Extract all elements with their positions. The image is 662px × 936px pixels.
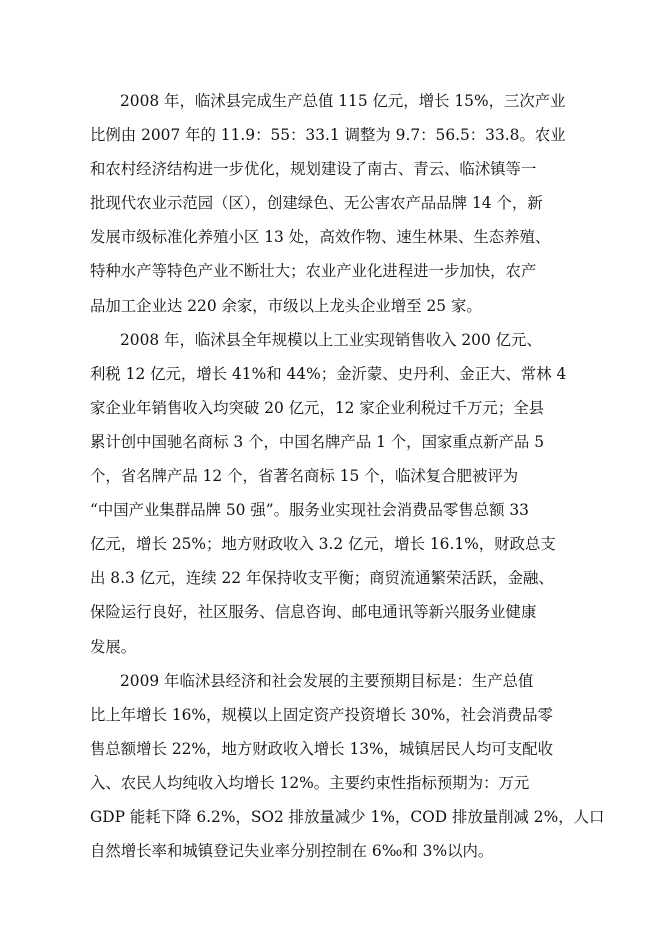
paragraph-targets-2009 [90,664,605,869]
text-line: 亿元，增长 25%；地方财政收入 3.2 亿元，增长 16.1%，财政总支 [90,535,556,554]
text-line: 累计创中国驰名商标 3 个，中国名牌产品 1 个，国家重点新产品 5 [90,432,544,451]
text-line: 发展。 [90,637,137,656]
text-line: 出 8.3 亿元，连续 22 年保持收支平衡；商贸流通繁荣活跃，金融、 [90,569,554,588]
text-line: GDP 能耗下降 6.2%，SO2 排放量减少 1%，COD 排放量削减 2%，人口 [90,807,605,826]
text-line: 自然增长率和城镇登记失业率分别控制在 6‰和 3%以内。 [90,842,494,861]
text-line: 特种水产等特色产业不断壮大；农业产业化进程进一步加快，农产 [90,262,537,281]
text-line: 个，省名牌产品 12 个，省著名商标 15 个，临沭复合肥被评为 [90,467,519,486]
text-line: 2008 年，临沭县全年规模以上工业实现销售收入 200 亿元、 [120,330,542,349]
text-line: 比例由 2007 年的 11.9：55：33.1 调整为 9.7：56.5：33.8。农业 [90,126,566,145]
text-line: 批现代农业示范园（区），创建绿色、无公害农产品品牌 14 个，新 [90,194,543,213]
text-line: 利税 12 亿元，增长 41%和 44%；金沂蒙、史丹利、金正大、常林 4 [90,364,567,383]
text-line: 发展市级标准化养殖小区 13 处，高效作物、速生林果、生态养殖、 [90,228,551,247]
text-line: 保险运行良好，社区服务、信息咨询、邮电通讯等新兴服务业健康 [90,603,537,622]
document-body [90,84,605,868]
text-line: 家企业年销售收入均突破 20 亿元，12 家企业利税过千万元；全县 [90,398,545,417]
text-line: 品加工企业达 220 余家，市级以上龙头企业增至 25 家。 [90,296,482,315]
text-line: 入、农民人均纯收入均增长 12%。主要约束性指标预期为：万元 [90,773,530,792]
text-line: 2009 年临沭县经济和社会发展的主要预期目标是：生产总值 [120,671,534,690]
text-line: 2008 年，临沭县完成生产总值 115 亿元，增长 15%，三次产业 [120,92,566,110]
text-line: 售总额增长 22%，地方财政收入增长 13%，城镇居民人均可支配收 [90,739,553,758]
paragraph-industry-services [90,323,572,664]
text-line: “中国产业集群品牌 50 强”。服务业实现社会消费品零售总额 33 [90,501,529,520]
text-line: 比上年增长 16%，规模以上固定资产投资增长 30%，社会消费品零 [90,705,553,724]
paragraph-agriculture [90,84,572,323]
text-line: 和农村经济结构进一步优化，规划建设了南古、青云、临沭镇等一 [90,160,537,179]
